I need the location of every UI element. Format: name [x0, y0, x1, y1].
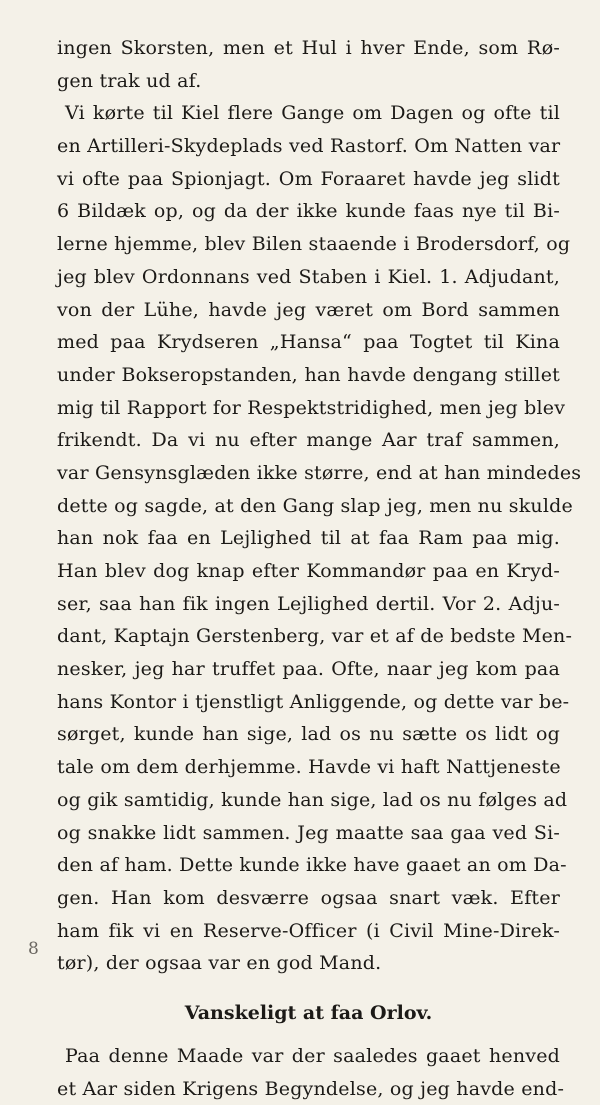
paragraph-3: [57, 1040, 565, 1105]
text-line: mig til Rapport for Respektstridighed, men jeg blev: [57, 396, 566, 419]
text-line: hans Kontor i tjenstligt Anliggende, og dette var be-: [57, 690, 570, 713]
text-line: ingen Skorsten, men et Hul i hver Ende, som Rø-: [57, 37, 560, 59]
text-line: med paa Krydseren „Hansa“ paa Togtet til Kina: [57, 331, 560, 354]
text-line: den af ham. Dette kunde ikke have gaaet an om Da-: [57, 854, 567, 877]
paragraph-2: [57, 97, 582, 980]
section-heading: Vanskeligt at faa Orlov.: [184, 1001, 433, 1024]
text-line: von der Lühe, havde jeg været om Bord sammen: [57, 298, 560, 321]
text-line: han nok faa en Lejlighed til at faa Ram paa mig.: [57, 527, 560, 550]
page-number: 8: [28, 939, 39, 959]
text-line: gen. Han kom desværre ogsaa snart væk. Efter: [57, 886, 560, 909]
text-line: var Gensynsglæden ikke større, end at han mindedes: [57, 461, 582, 484]
text-line: lerne hjemme, blev Bilen staaende i Brodersdorf, og: [57, 233, 571, 256]
text-line: tør), der ogsaa var en god Mand.: [57, 952, 382, 975]
text-line: gen trak ud af.: [57, 69, 202, 92]
text-line: ser, saa han fik ingen Lejlighed dertil. Vor 2. Adju-: [57, 592, 560, 615]
text-line: dant, Kaptajn Gerstenberg, var et af de bedste Men-: [57, 625, 573, 648]
text-line: og snakke lidt sammen. Jeg maatte saa gaa ved Si-: [57, 821, 560, 844]
text-line: tale om dem derhjemme. Havde vi haft Nattjeneste: [57, 756, 561, 779]
text-line: vi ofte paa Spionjagt. Om Foraaret havde jeg slidt: [57, 167, 560, 190]
text-line: nesker, jeg har truffet paa. Ofte, naar jeg kom paa: [57, 658, 560, 681]
text-line: 6 Bildæk op, og da der ikke kunde faas nye til Bi-: [57, 200, 560, 223]
text-line: under Bokseropstanden, han havde dengang stillet: [57, 363, 560, 386]
page-body: [57, 32, 582, 1105]
paragraph-1: [57, 32, 560, 97]
text-line: dette og sagde, at den Gang slap jeg, men nu skulde: [57, 494, 573, 517]
text-line: et Aar siden Krigens Begyndelse, og jeg havde end-: [57, 1077, 565, 1100]
text-line: sørget, kunde han sige, lad os nu sætte os lidt og: [57, 723, 560, 746]
text-line: og gik samtidig, kunde han sige, lad os nu følges ad: [57, 788, 568, 811]
text-line: Han blev dog knap efter Kommandør paa en Kryd-: [57, 560, 560, 582]
text-line: Vi kørte til Kiel flere Gange om Dagen og ofte til: [65, 102, 560, 125]
text-line: jeg blev Ordonnans ved Staben i Kiel. 1. Adjudant,: [57, 265, 560, 288]
text-line: en Artilleri-Skydeplads ved Rastorf. Om Natten var: [57, 135, 561, 158]
text-line: Paa denne Maade var der saaledes gaaet henved: [65, 1044, 560, 1067]
text-line: ham fik vi en Reserve-Officer (i Civil Mine-Direk-: [57, 919, 560, 942]
text-line: frikendt. Da vi nu efter mange Aar traf sammen,: [57, 429, 560, 452]
